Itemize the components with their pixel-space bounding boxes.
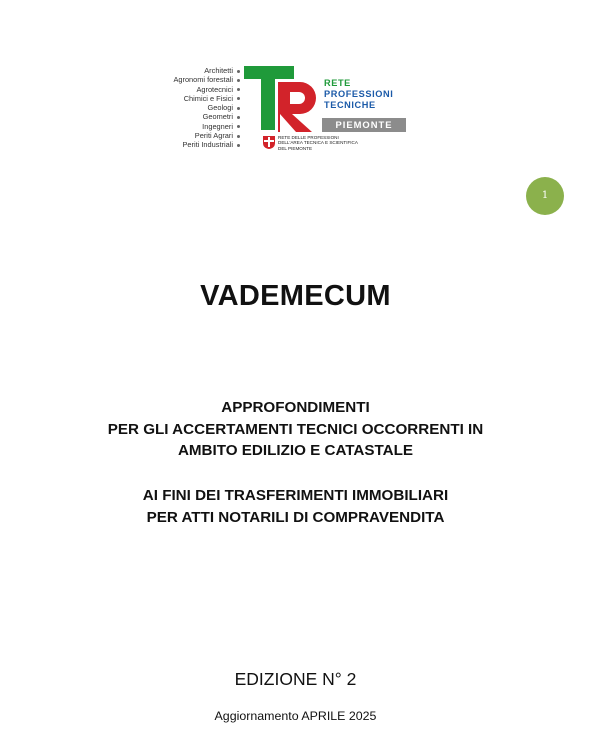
- subtitle-block-1: [0, 397, 591, 462]
- profession-item: Periti Industriali: [170, 140, 240, 149]
- profession-item: Agrotecnici: [170, 85, 240, 94]
- professions-list: [170, 66, 240, 150]
- subtitle-line: AMBITO EDILIZIO E CATASTALE: [177, 442, 414, 459]
- document-title: VADEMECUM: [200, 280, 391, 312]
- tr-logo-icon: [244, 66, 326, 134]
- logo-word-tecniche: TECNICHE: [324, 100, 376, 110]
- logo-region-bar: PIEMONTE: [322, 118, 406, 132]
- profession-item: Geometri: [170, 112, 240, 121]
- profession-item: Geologi: [170, 103, 240, 112]
- profession-item: Chimici e Fisici: [170, 94, 240, 103]
- subtitle-line: APPROFONDIMENTI: [221, 399, 370, 416]
- rete-professioni-tecniche-logo: [170, 62, 410, 156]
- logo-small-caption: RETE DELLE PROFESSIONI DELL'AREA TECNICA E SCIENTIFICA DEL PIEMONTE: [278, 135, 358, 151]
- piemonte-shield-icon: [263, 136, 275, 149]
- subtitle-line: PER GLI ACCERTAMENTI TECNICI OCCORRENTI IN: [107, 420, 484, 438]
- profession-item: Periti Agrari: [170, 131, 240, 140]
- logo-word-rete: RETE: [324, 78, 351, 88]
- subtitle-line: PER ATTI NOTARILI DI COMPRAVENDITA: [146, 508, 445, 526]
- logo-word-professioni: PROFESSIONI: [324, 89, 394, 99]
- page-number-badge: 1: [526, 177, 564, 215]
- update-date: Aggiornamento APRILE 2025: [214, 709, 377, 723]
- profession-item: Ingegneri: [170, 122, 240, 131]
- profession-item: Architetti: [170, 66, 240, 75]
- subtitle-block-2: [0, 485, 591, 528]
- edition-label: EDIZIONE N° 2: [234, 669, 357, 689]
- profession-item: Agronomi forestali: [170, 75, 240, 84]
- subtitle-line: AI FINI DEI TRASFERIMENTI IMMOBILIARI: [142, 487, 449, 504]
- logo-wordmark: [324, 78, 393, 111]
